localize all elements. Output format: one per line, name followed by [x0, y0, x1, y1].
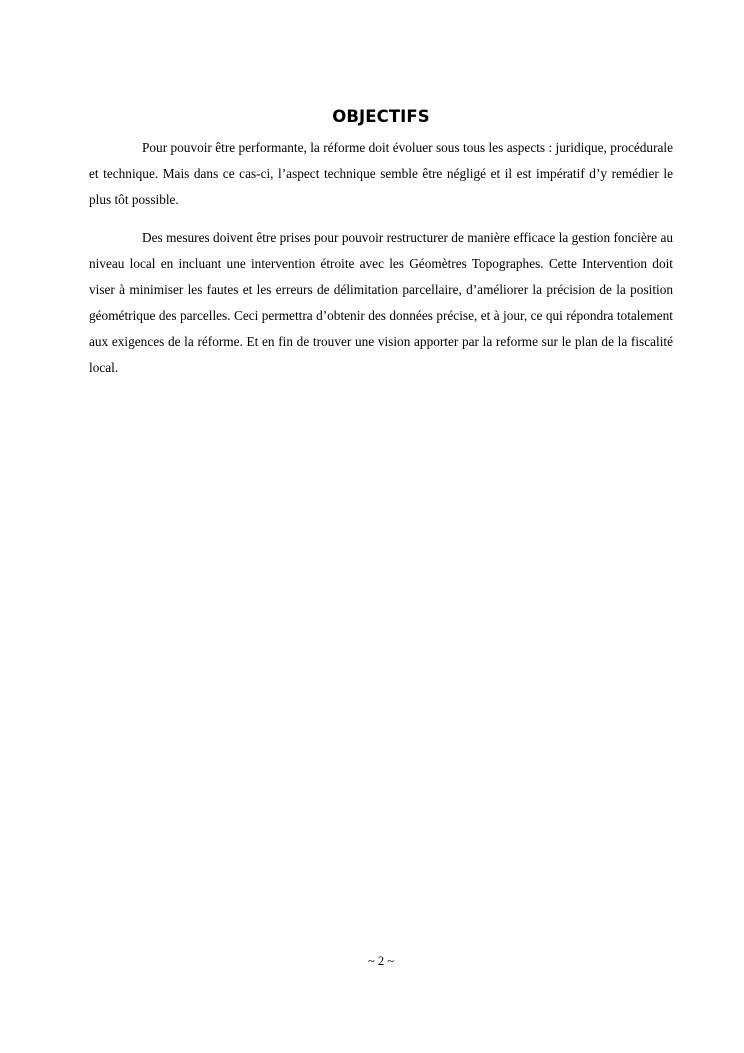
body-text: [89, 135, 673, 381]
paragraph-2: Des mesures doivent être prises pour pouvoir restructurer de manière efficace la gestion foncière au niveau local en incluant une intervention étroite avec les Géomètres Topographes. Cette Intervention doit viser à minimiser les fautes et les erreurs de délimitation parcellaire, d’améliorer la précision de la position géométrique des parcelles. Ceci permettra d’obtenir des données précise, et à jour, ce qui répondra totalement aux exigences de la réforme. Et en fin de trouver une vision apporter par la reforme sur le plan de la fiscalité local.: [89, 230, 673, 375]
page-title: OBJECTIFS: [332, 107, 430, 126]
page-number: ~ 2 ~: [367, 954, 395, 968]
paragraph-1: Pour pouvoir être performante, la réforme doit évoluer sous tous les aspects : juridique, procédurale et technique. Mais dans ce cas-ci, l’aspect technique semble être négligé et il est impératif d’y remédier le plus tôt possible.: [89, 140, 673, 207]
